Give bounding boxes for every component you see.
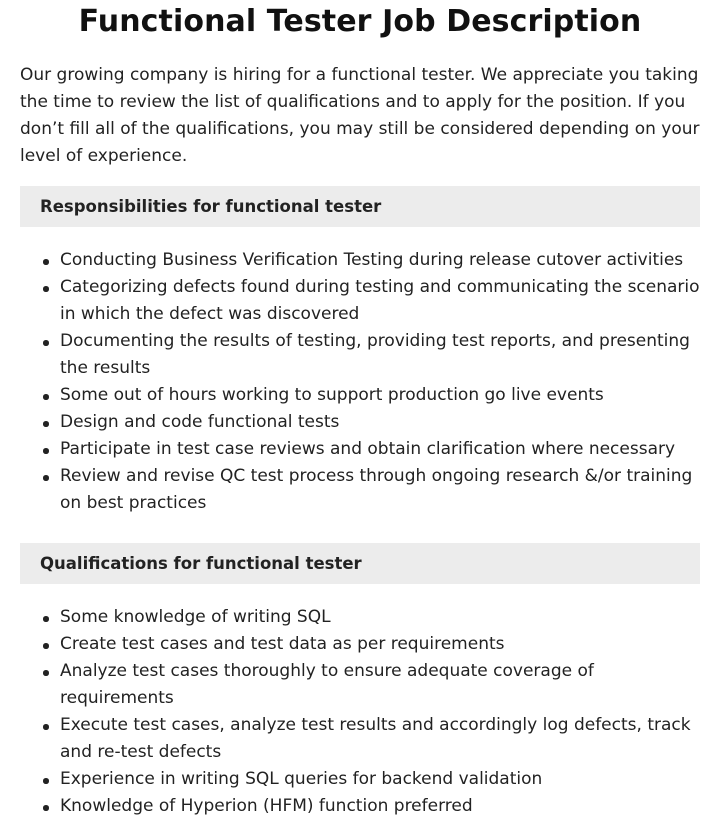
- list-item: Some knowledge of writing SQL: [60, 604, 700, 631]
- list-item: Analyze test cases thoroughly to ensure adequate coverage of requirements: [60, 658, 700, 712]
- list-item: Create test cases and test data as per requirements: [60, 631, 700, 658]
- intro-paragraph: Our growing company is hiring for a functional tester. We appreciate you taking the time to review the list of qualifications and to apply for the position. If you don’t fill all of the qualifications, you may still be considered depending on your level of experience.: [20, 65, 700, 166]
- responsibilities-list: [20, 247, 700, 517]
- list-item: Design and code functional tests: [60, 409, 700, 436]
- list-item: Conducting Business Verification Testing during release cutover activities: [60, 247, 700, 274]
- list-item: Knowledge of Hyperion (HFM) function preferred: [60, 793, 700, 820]
- list-item: Participate in test case reviews and obtain clarification where necessary: [60, 436, 700, 463]
- page-title: Functional Tester Job Description: [78, 4, 642, 39]
- list-item: Review and revise QC test process through ongoing research &/or training on best practices: [60, 463, 700, 517]
- responsibilities-heading: Responsibilities for functional tester: [20, 186, 700, 227]
- list-item: Experience in writing SQL queries for backend validation: [60, 766, 700, 793]
- qualifications-heading: Qualifications for functional tester: [20, 543, 700, 584]
- list-item: Execute test cases, analyze test results and accordingly log defects, track and re-test defects: [60, 712, 700, 766]
- list-item: Categorizing defects found during testing and communicating the scenario in which the defect was discovered: [60, 274, 700, 328]
- list-item: Documenting the results of testing, providing test reports, and presenting the results: [60, 328, 700, 382]
- qualifications-list: [20, 604, 700, 820]
- list-item: Some out of hours working to support production go live events: [60, 382, 700, 409]
